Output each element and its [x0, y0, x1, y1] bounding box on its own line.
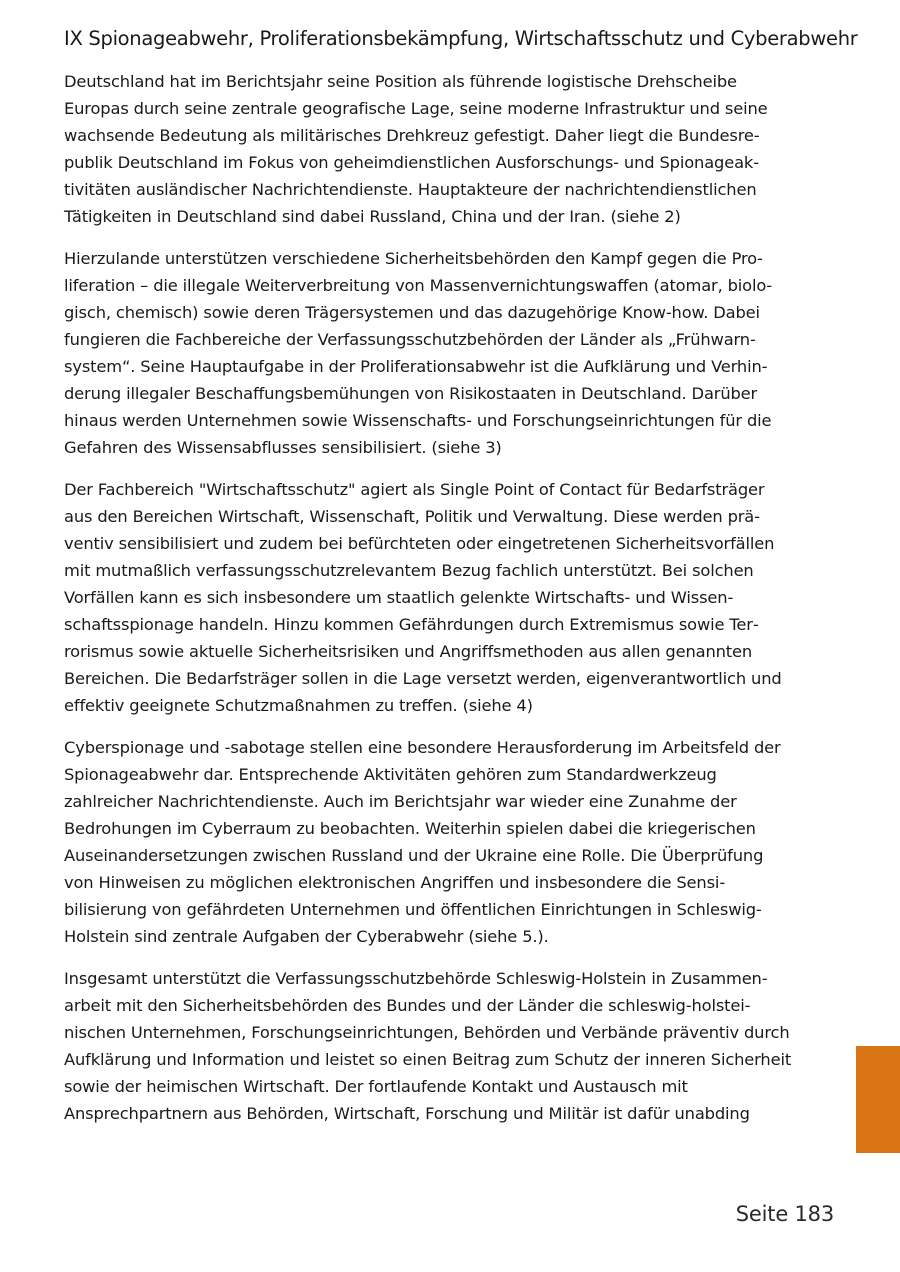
paragraph-summary: Insgesamt unterstützt die Verfassungsschutzbehörde Schleswig-Holstein in Zusammenarbeit mit den Sicherheitsbehörden des Bundes und der Länder die schleswig-holsteinischen Unternehmen, Forschungseinrichtungen, Behörden und Verbände präventiv durch Aufklärung und Information und leistet so einen Beitrag zum Schutz der inneren Sicherheit sowie der heimischen Wirtschaft. Der fortlaufende Kontakt und Austausch mit Ansprechpartnern aus Behörden, Wirtschaft, Forschung und Militär ist dafür unabding	[64, 969, 792, 1123]
page-number: Seite 183	[735, 1202, 834, 1226]
paragraph-espionage: Deutschland hat im Berichtsjahr seine Position als führende logistische Drehscheibe Europas durch seine zentrale geografische Lage, seine moderne Infrastruktur und seine wachsende Bedeutung als militärisches Drehkreuz gefestigt. Daher liegt die Bundesrepublik Deutschland im Fokus von geheimdienstlichen Ausforschungs- und Spionageaktivitäten ausländischer Nachrichtendienste. Hauptakteure der nachrichtendienstlichen Tätigkeiten in Deutschland sind dabei Russland, China und der Iran. (siehe 2)	[64, 72, 768, 226]
paragraph-proliferation: Hierzulande unterstützen verschiedene Sicherheitsbehörden den Kampf gegen die Proliferation – die illegale Weiterverbreitung von Massenvernichtungswaffen (atomar, biologisch, chemisch) sowie deren Trägersystemen und das dazugehörige Know-how. Dabei fungieren die Fachbereiche der Verfassungsschutzbehörden der Länder als „Frühwarnsystem“. Seine Hauptaufgabe in der Proliferationsabwehr ist die Aufklärung und Verhinderung illegaler Beschaffungsbemühungen von Risikostaaten in Deutschland. Darüber hinaus werden Unternehmen sowie Wissenschafts- und Forschungseinrichtungen für die Gefahren des Wissensabflusses sensibilisiert. (siehe 3)	[64, 249, 773, 457]
paragraph-economic-protection: Der Fachbereich "Wirtschaftsschutz" agiert als Single Point of Contact für Bedarfsträger aus den Bereichen Wirtschaft, Wissenschaft, Politik und Verwaltung. Diese werden präventiv sensibilisiert und zudem bei befürchteten oder eingetretenen Sicherheitsvorfällen mit mutmaßlich verfassungsschutzrelevantem Bezug fachlich unterstützt. Bei solchen Vorfällen kann es sich insbesondere um staatlich gelenkte Wirtschafts- und Wissenschaftsspionage handeln. Hinzu kommen Gefährdungen durch Extremismus sowie Terrorismus sowie aktuelle Sicherheitsrisiken und Angriffsmethoden aus allen genannten Bereichen. Die Bedarfsträger sollen in die Lage versetzt werden, eigenverantwortlich und effektiv geeignete Schutzmaßnahmen zu treffen. (siehe 4)	[64, 480, 782, 715]
body-text	[64, 68, 794, 1142]
paragraph-cyber-defense: Cyberspionage und -sabotage stellen eine besondere Herausforderung im Arbeitsfeld der Spionageabwehr dar. Entsprechende Aktivitäten gehören zum Standardwerkzeug zahlreicher Nachrichtendienste. Auch im Berichtsjahr war wieder eine Zunahme der Bedrohungen im Cyberraum zu beobachten. Weiterhin spielen dabei die kriegerischen Auseinandersetzungen zwischen Russland und der Ukraine eine Rolle. Die Überprüfung von Hinweisen zu möglichen elektronischen Angriffen und insbesondere die Sensibilisierung von gefährdeten Unternehmen und öffentlichen Einrichtungen in Schleswig-Holstein sind zentrale Aufgaben der Cyberabwehr (siehe 5.).	[64, 738, 781, 946]
chapter-tab-marker	[856, 1046, 900, 1153]
section-heading: IX Spionageabwehr, Proliferationsbekämpfung, Wirtschaftsschutz und Cyberabwehr	[64, 27, 858, 50]
